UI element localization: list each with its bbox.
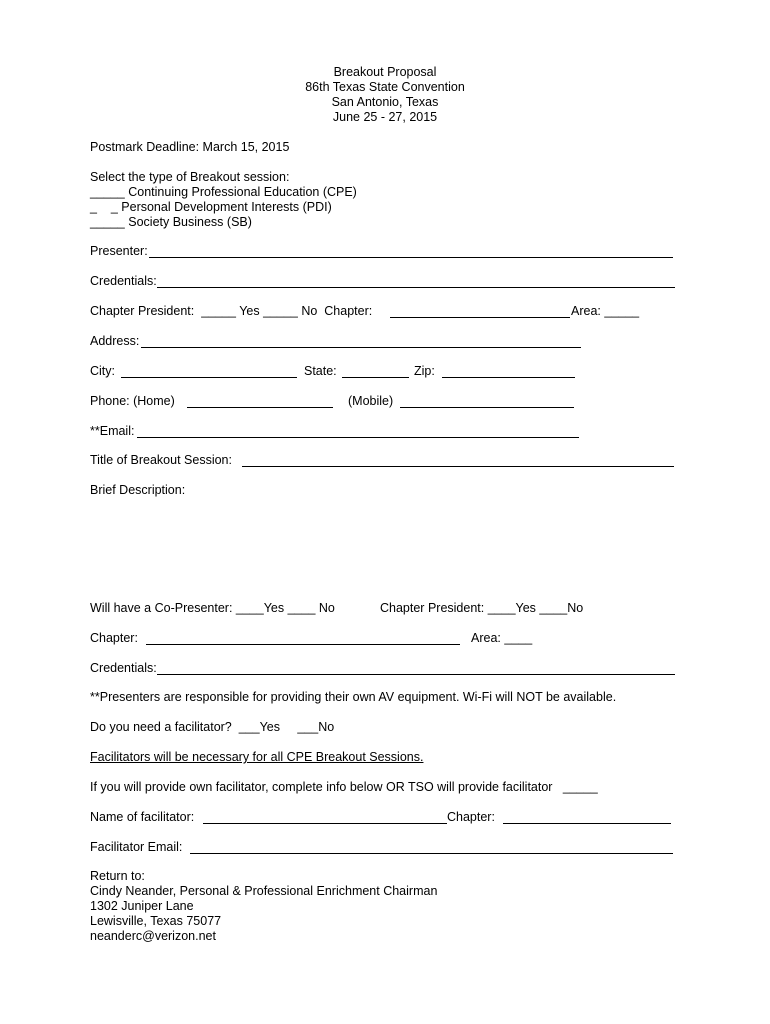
form-header xyxy=(0,65,770,125)
own-facilitator-note: If you will provide own facilitator, complete info below OR TSO will provide facilitator xyxy=(90,780,553,794)
event-city: San Antonio, Texas xyxy=(331,95,439,109)
session-type-group xyxy=(90,170,357,230)
co-area-blank[interactable]: ____ xyxy=(504,631,533,645)
facilitator-question-row xyxy=(90,720,334,735)
credentials-label: Credentials: xyxy=(90,274,157,288)
return-label: Return to: xyxy=(90,869,145,883)
chapter-label: Chapter: xyxy=(324,304,373,318)
area-row xyxy=(571,304,639,319)
city-label: City: xyxy=(90,364,115,378)
facilitator-chapter-field[interactable] xyxy=(503,809,671,824)
co-chapter-field[interactable] xyxy=(146,630,460,645)
return-name: Cindy Neander, Personal & Professional Enrichment Chairman xyxy=(90,884,438,898)
option-blank[interactable]: _ _ xyxy=(90,200,118,214)
co-no-blank[interactable]: ____ xyxy=(287,601,316,615)
co-credentials-label: Credentials: xyxy=(90,661,157,675)
address-label: Address: xyxy=(90,334,140,348)
phone-home-label: Phone: (Home) xyxy=(90,394,175,408)
co-area-label: Area: xyxy=(471,631,501,645)
facilitator-name-field[interactable] xyxy=(203,809,447,824)
cp-no-blank[interactable]: _____ xyxy=(263,304,298,318)
facilitator-chapter-label: Chapter: xyxy=(447,810,495,824)
return-email: neanderc@verizon.net xyxy=(90,929,216,943)
own-facilitator-row xyxy=(90,780,598,795)
fac-no-label: No xyxy=(318,720,335,734)
state-field[interactable] xyxy=(342,363,409,378)
option-blank[interactable]: _____ xyxy=(90,215,125,229)
co-cp-yes-label: Yes xyxy=(515,601,536,615)
chapter-president-label: Chapter President: xyxy=(90,304,195,318)
fac-yes-blank[interactable]: ___ xyxy=(238,720,260,734)
chapter-field[interactable] xyxy=(390,303,570,318)
form-title: Breakout Proposal xyxy=(333,65,437,79)
state-label: State: xyxy=(304,364,337,378)
co-cp-no-label: No xyxy=(567,601,584,615)
facilitator-name-label: Name of facilitator: xyxy=(90,810,195,824)
presenter-field[interactable] xyxy=(149,243,673,258)
area-label: Area: xyxy=(571,304,601,318)
phone-mobile-field[interactable] xyxy=(400,393,574,408)
option-label: Society Business (SB) xyxy=(128,215,252,229)
option-label: Personal Development Interests (PDI) xyxy=(121,200,332,214)
event-name: 86th Texas State Convention xyxy=(305,80,465,94)
email-label: **Email: xyxy=(90,424,135,438)
co-presenter-row xyxy=(90,601,335,616)
return-city: Lewisville, Texas 75077 xyxy=(90,914,222,928)
session-option-pdi[interactable] xyxy=(90,200,357,215)
session-option-cpe[interactable] xyxy=(90,185,357,200)
co-presenter-question: Will have a Co-Presenter: xyxy=(90,601,233,615)
address-field[interactable] xyxy=(141,333,581,348)
facilitator-email-label: Facilitator Email: xyxy=(90,840,183,854)
brief-description-area[interactable] xyxy=(90,500,675,590)
return-street: 1302 Juniper Lane xyxy=(90,899,194,913)
co-area-row xyxy=(471,631,532,646)
fac-no-blank[interactable]: ___ xyxy=(297,720,319,734)
co-chapter-president-row xyxy=(380,601,583,616)
zip-label: Zip: xyxy=(414,364,435,378)
area-blank[interactable]: _____ xyxy=(604,304,640,318)
zip-field[interactable] xyxy=(442,363,575,378)
fac-yes-label: Yes xyxy=(259,720,280,734)
credentials-field[interactable] xyxy=(157,273,675,288)
brief-description-label: Brief Description: xyxy=(90,483,186,497)
co-credentials-field[interactable] xyxy=(157,660,675,675)
co-cp-no-blank[interactable]: ____ xyxy=(539,601,568,615)
co-no-label: No xyxy=(318,601,335,615)
av-note: **Presenters are responsible for providing their own AV equipment. Wi-Fi will NOT be available. xyxy=(90,690,617,704)
phone-mobile-label: (Mobile) xyxy=(348,394,394,408)
cp-no-label: No xyxy=(301,304,318,318)
co-cp-label: Chapter President: xyxy=(380,601,485,615)
facilitator-required-note: Facilitators will be necessary for all CPE Breakout Sessions. xyxy=(90,750,424,764)
city-field[interactable] xyxy=(121,363,297,378)
session-option-sb[interactable] xyxy=(90,215,357,230)
session-title-field[interactable] xyxy=(242,452,674,467)
facilitator-question: Do you need a facilitator? xyxy=(90,720,232,734)
chapter-president-row xyxy=(90,304,372,319)
presenter-label: Presenter: xyxy=(90,244,148,258)
co-yes-label: Yes xyxy=(263,601,285,615)
event-dates: June 25 - 27, 2015 xyxy=(332,110,438,124)
option-label: Continuing Professional Education (CPE) xyxy=(128,185,357,199)
facilitator-email-field[interactable] xyxy=(190,839,673,854)
cp-yes-label: Yes xyxy=(239,304,260,318)
cp-yes-blank[interactable]: _____ xyxy=(201,304,236,318)
session-type-prompt: Select the type of Breakout session: xyxy=(90,170,290,184)
email-field[interactable] xyxy=(137,423,579,438)
session-title-label: Title of Breakout Session: xyxy=(90,453,232,467)
co-cp-yes-blank[interactable]: ____ xyxy=(487,601,516,615)
own-facilitator-blank[interactable]: _____ xyxy=(562,780,598,794)
co-yes-blank[interactable]: ____ xyxy=(235,601,264,615)
option-blank[interactable]: _____ xyxy=(90,185,125,199)
co-chapter-label: Chapter: xyxy=(90,631,138,645)
phone-home-field[interactable] xyxy=(187,393,333,408)
return-address xyxy=(90,869,437,944)
postmark-deadline: Postmark Deadline: March 15, 2015 xyxy=(90,140,290,154)
